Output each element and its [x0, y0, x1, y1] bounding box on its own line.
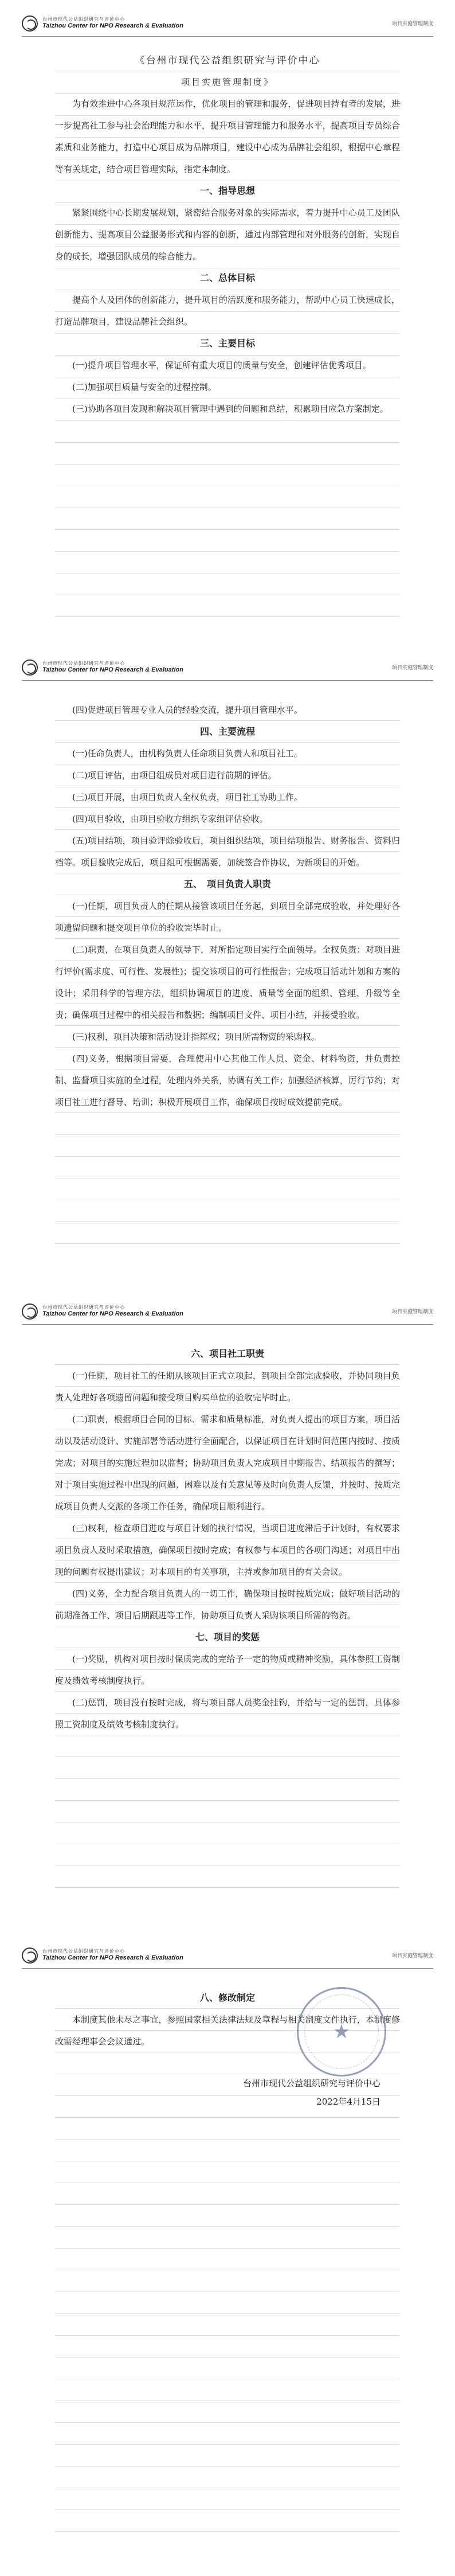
paragraph: (三)权利，项目决策和活动设计指挥权；项目所需物资的采购权。 — [72, 1032, 320, 1042]
paragraph: (五)项目结项，项目验评除验收后，项目组织结项，项目结项报告、财务报告、资料归档等。项目验收完成后，项目组可根据需要，加统签合作协议，为新项目的开始。 — [55, 836, 400, 868]
logo-cn: 台州市现代公益组织研究与评价中心 — [42, 1305, 125, 1310]
paragraph: 本制度其他未尽之事宜，参照国家相关法律法规及章程与相关制度文件执行，本制度修改需经理事会会议通过。 — [55, 2015, 400, 2047]
paragraph: (三)项目开展，由项目负责人全权负责，项目社工协助工作。 — [72, 792, 303, 802]
section-heading: 七、项目的奖惩 — [195, 1632, 260, 1642]
logo-en: Taizhou Center for NPO Research & Evaluation — [42, 666, 183, 673]
paragraph: (三)协助各项目发现和解决项目管理中遇到的问题和总结，积累项目应急方案制定。 — [72, 404, 389, 414]
signature-date: 2022年4月15日 — [316, 2097, 381, 2107]
document-subtitle: 项目实施管理制度》 — [181, 77, 274, 87]
logo-cn: 台州市现代公益组织研究与评价中心 — [42, 1949, 125, 1954]
paragraph: (四)义务，全力配合项目负责人的一切工作，确保项目按时按质完成；做好项目活动的前期准备工作、项目后期跟进等工作，协助项目负责人采购该项目所需的物资。 — [55, 1588, 400, 1621]
paragraph: (一)奖励，机构对项目按时保质完成的完给予一定的物质或精神奖励，具体参照工资制度及绩效考核制度执行。 — [55, 1654, 400, 1686]
paragraph: (二)惩罚，项目没有按时完成，将与项目部人员奖金挂钩，并给与一定的惩罚，具体参照工资制度及绩效考核制度执行。 — [55, 1697, 400, 1730]
intro-paragraph: 为有效推进中心各项目规范运作，优化项目的管理和服务，促进项目持有者的发展，进一步提高社工参与社会治理能力和水平，提升项目管理能力和服务水平，提高项目专员综合素质和业务能力，打造中心项目成为品牌项目，建设中心成为品牌社会组织，根据中心章程等有关规定，结合项目管理实际，指定本制度。 — [55, 99, 400, 174]
paragraph: (一)任期，项目社工的任期从该项目正式立项起，到项目全部完成验收，并协同项目负责人处理好各项遗留问题和接受项目购买单位的验收完毕时止。 — [55, 1371, 400, 1403]
logo-mark-icon — [22, 1947, 38, 1964]
paragraph: (二)加强项目质量与安全的过程控制。 — [72, 382, 217, 392]
paragraph: (一)任命负责人，由机构负责人任命项目负责人和项目社工。 — [72, 748, 303, 759]
page-1 — [0, 0, 455, 644]
official-seal — [297, 1987, 386, 2077]
page-2 — [0, 644, 455, 1288]
header-doc-label: 项目实施管理制度 — [391, 665, 433, 671]
header-doc-label: 项目实施管理制度 — [391, 1953, 433, 1959]
section-heading: 二、总体目标 — [199, 272, 255, 283]
header-doc-label: 项目实施管理制度 — [391, 1309, 433, 1315]
logo-cn: 台州市现代公益组织研究与评价中心 — [42, 661, 125, 666]
logo-mark-icon — [22, 1303, 38, 1320]
page-header — [22, 10, 433, 37]
page-content — [55, 1987, 400, 2553]
signature-org: 台州市现代公益组织研究与评价中心 — [242, 2078, 381, 2089]
logo — [22, 659, 183, 676]
document-title: 《台州市现代公益组织研究与评价中心 — [135, 55, 320, 67]
logo-en: Taizhou Center for NPO Research & Evaluation — [42, 22, 183, 29]
paragraph: 紧紧围绕中心长期发展规划，紧密结合服务对象的实际需求，着力提升中心员工及团队创新能力、提高项目公益服务形式和内容的创新，通过内部管理和对外服务的创新，实现自身的成长，增强团队成员的综合能力。 — [55, 208, 400, 261]
logo-en: Taizhou Center for NPO Research & Evaluation — [42, 1954, 183, 1961]
logo — [22, 1303, 183, 1320]
page-3 — [0, 1288, 455, 1932]
paragraph: (四)义务，根据项目需要，合理使用中心其他工作人员、资金、材料物资，并负责控制、监督项目实施的全过程，处理内外关系，协调有关工作；加强经济核算，厉行节约；对项目社工进行督导、培训；积极开展项目工作，确保项目按时成效提前完成。 — [55, 1053, 400, 1107]
logo-mark-icon — [22, 659, 38, 676]
logo — [22, 1947, 183, 1964]
page-header — [22, 654, 433, 681]
paragraph: (二)职责，在项目负责人的领导下，对所指定项目实行全面领导。全权负责：对项目进行评价(需求度、可行性、发展性)；提交该项目的可行性报告；完成项目活动计划和方案的设计；采用科学的管理方法，组织协调项目的进度、质量等全面的组织、管理、升级等全责；确保项目过程中的相关报告和数据；编制项目文件、项目小结，并接受验收。 — [55, 944, 400, 1020]
paragraph: (四)促进项目管理专业人员的经验交流，提升项目管理水平。 — [72, 705, 303, 715]
header-doc-label: 项目实施管理制度 — [391, 21, 433, 27]
logo-en: Taizhou Center for NPO Research & Evaluation — [42, 1310, 183, 1317]
paragraph: (二)职责，根据项目合同的目标、需求和质量标准，对负责人提出的项目方案，项目活动以及活动设计、实施部署等活动进行全面配合，以保证项目在计划时间范围内按时、按质完成；对项目的实施过程加以监督；协助项目负责人完成项目中期报告、结项报告的撰写；对于项目实施过程中出现的问题、困难以及有关意见等及时向负责人反馈，并按时、按质完成项目负责人交派的各项工作任务，确保项目顺利进行。 — [55, 1414, 400, 1512]
page-content — [55, 699, 400, 1265]
logo-cn: 台州市现代公益组织研究与评价中心 — [42, 17, 125, 22]
page-header — [22, 1942, 433, 1969]
section-heading: 三、主要目标 — [199, 338, 255, 349]
paragraph: (一)提升项目管理水平，保证所有重大项目的质量与安全，创建评估优秀项目。 — [72, 360, 371, 370]
logo-mark-icon — [22, 15, 38, 32]
seal-star-icon: ★ — [332, 2020, 351, 2043]
page-content — [55, 1343, 400, 1909]
page-header — [22, 1298, 433, 1325]
paragraph: (三)权利，检查项目进度与项目计划的执行情况，当项目进度滞后于计划时，有权要求项目负责人及时采取措施，确保项目按时完成；有权参与本项目的各项门沟通；对项目中出现的问题有权提出建议；对本项目的有关事项，主持或参加项目的有关会议。 — [55, 1523, 400, 1577]
page-content — [55, 50, 400, 621]
page-4 — [0, 1932, 455, 2576]
section-heading: 八、修改制定 — [199, 1992, 255, 2003]
paragraph: 提高个人及团体的创新能力，提升项目的活跃度和服务能力，帮助中心员工快速成长，打造品牌项目，建设品牌社会组织。 — [55, 295, 400, 327]
paragraph: (二)项目评估，由项目组成员对项目进行前期的评估。 — [72, 770, 277, 780]
section-heading: 四、主要流程 — [199, 726, 255, 737]
section-heading: 六、项目社工职责 — [190, 1348, 264, 1359]
paragraph: (四)项目验收，由项目验收方组织专家组评估验收。 — [72, 814, 268, 824]
section-heading: 五、 项目负责人职责 — [183, 879, 271, 889]
section-heading: 一、指导思想 — [199, 185, 255, 196]
paragraph: (一)任期，项目负责人的任期从接管该项目任务起，到项目全部完成验收，并处理好各项遗留问题和提交项目单位的验收完毕时止。 — [55, 901, 400, 933]
logo — [22, 15, 183, 32]
